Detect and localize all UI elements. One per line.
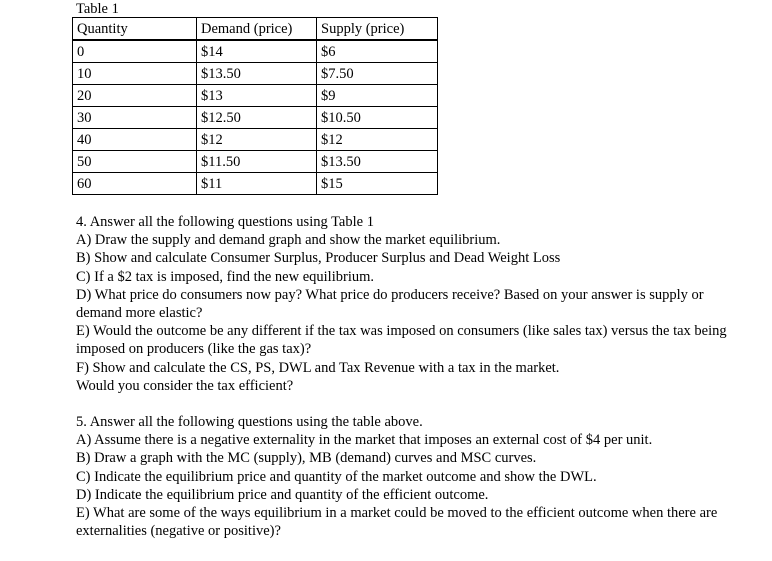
cell-supply: $15 [317,173,438,195]
table-row [73,107,438,129]
cell-quantity: 10 [73,63,197,85]
question-4c: C) If a $2 tax is imposed, find the new equilibrium. [76,268,375,285]
cell-quantity: 40 [73,129,197,151]
cell-supply: $12 [317,129,438,151]
table-header-row [73,18,438,41]
price-table [72,17,438,195]
table-row [73,129,438,151]
question-4f: F) Show and calculate the CS, PS, DWL and Tax Revenue with a tax in the market. [76,359,560,376]
cell-demand: $11 [197,173,317,195]
question-4-block [76,213,736,395]
cell-quantity: 0 [73,40,197,63]
cell-demand: $12 [197,129,317,151]
cell-demand: $14 [197,40,317,63]
table-row [73,40,438,63]
cell-supply: $9 [317,85,438,107]
question-4a: A) Draw the supply and demand graph and show the market equilibrium. [76,232,501,249]
question-4-title: 4. Answer all the following questions using Table 1 [76,214,374,230]
question-5e: E) What are some of the ways equilibrium in a market could be moved to the efficient outcome when there are externalities (negative or positive)? [76,505,718,540]
cell-supply: $13.50 [317,151,438,173]
cell-demand: $13.50 [197,63,317,85]
cell-supply: $10.50 [317,107,438,129]
table-caption: Table 1 [76,1,119,17]
cell-supply: $6 [317,40,438,63]
question-5c: C) Indicate the equilibrium price and quantity of the market outcome and show the DWL. [76,468,597,485]
header-demand: Demand (price) [197,18,317,41]
cell-supply: $7.50 [317,63,438,85]
question-4e: E) Would the outcome be any different if the tax was imposed on consumers (like sales tax) versus the tax being imposed on producers (like the gas tax)? [76,323,727,358]
cell-demand: $12.50 [197,107,317,129]
table-row [73,173,438,195]
cell-quantity: 20 [73,85,197,107]
header-quantity: Quantity [73,18,197,41]
question-5-block [76,413,736,540]
table-row [73,85,438,107]
table-row [73,151,438,173]
question-4-followup: Would you consider the tax efficient? [76,377,294,394]
question-5d: D) Indicate the equilibrium price and quantity of the efficient outcome. [76,486,489,503]
cell-quantity: 50 [73,151,197,173]
question-4b: B) Show and calculate Consumer Surplus, Producer Surplus and Dead Weight Loss [76,250,561,267]
question-5b: B) Draw a graph with the MC (supply), MB (demand) curves and MSC curves. [76,450,537,467]
cell-demand: $11.50 [197,151,317,173]
table-row [73,63,438,85]
question-4d: D) What price do consumers now pay? What price do producers receive? Based on your answer is supply or demand more elastic? [76,286,704,322]
question-5a: A) Assume there is a negative externality in the market that imposes an external cost of $4 per unit. [76,432,653,449]
cell-quantity: 60 [73,173,197,195]
cell-demand: $13 [197,85,317,107]
question-5-title: 5. Answer all the following questions using the table above. [76,414,423,431]
header-supply: Supply (price) [317,18,438,41]
cell-quantity: 30 [73,107,197,129]
questions-section [76,213,736,540]
